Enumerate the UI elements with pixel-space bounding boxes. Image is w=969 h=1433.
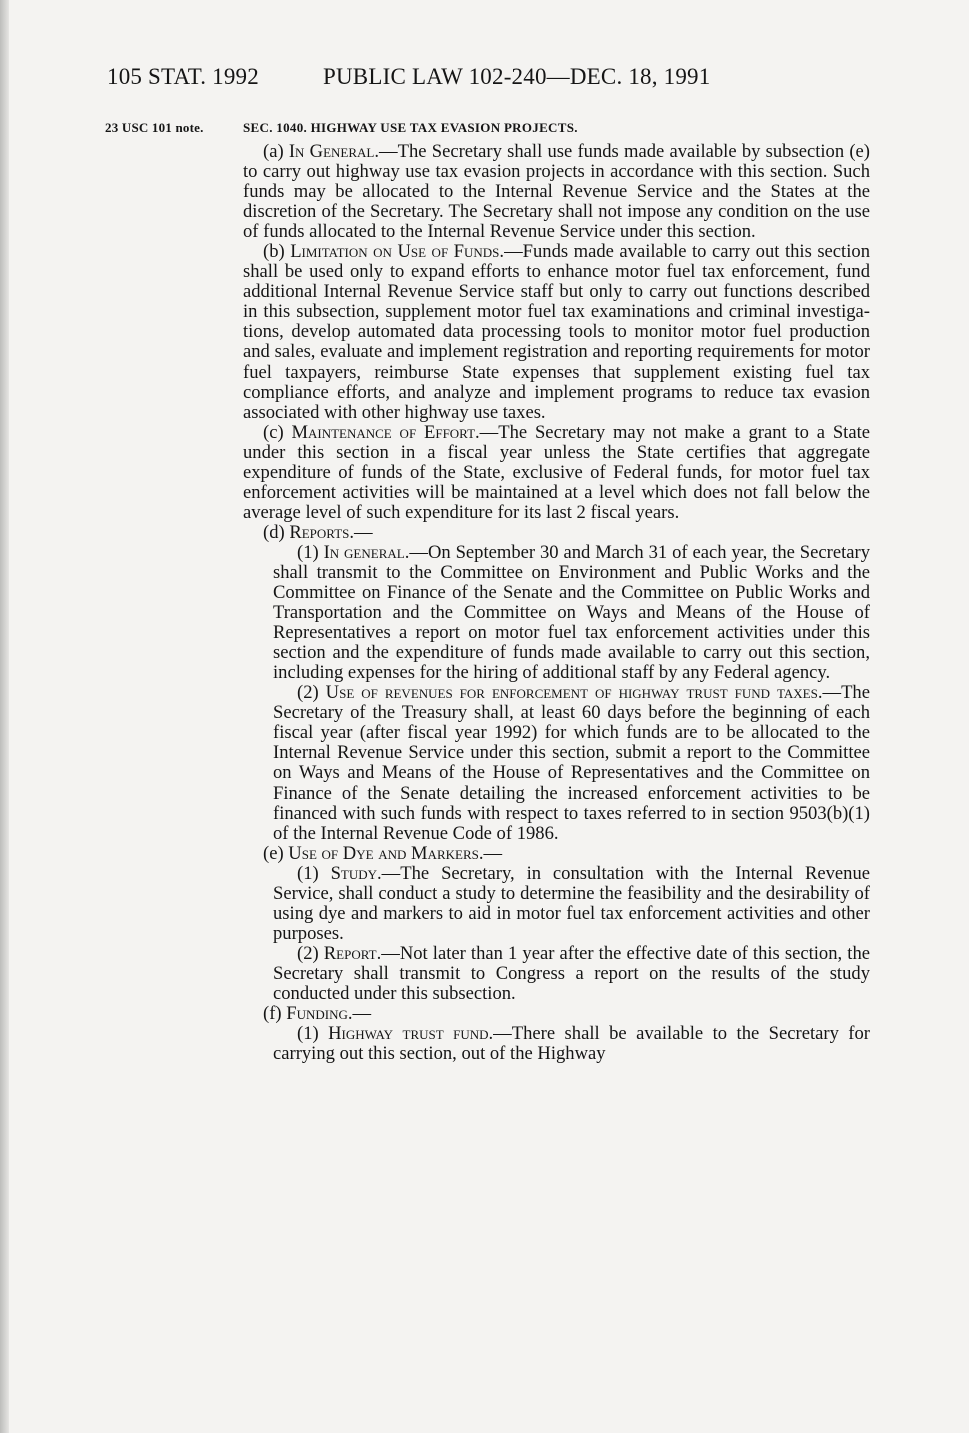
- paragraph-d1-heading: In general: [323, 541, 405, 563]
- paragraph-e2-label: (2): [297, 942, 324, 964]
- paragraph-d1: [243, 543, 870, 683]
- margin-note: 23 USC 101 note.: [105, 120, 204, 135]
- section-heading: SEC. 1040. HIGHWAY USE TAX EVASION PROJECTS.: [243, 120, 578, 135]
- paragraph-a-heading: In General: [288, 141, 375, 162]
- paragraph-e: [243, 844, 870, 864]
- paragraph-f1-label: (1): [297, 1023, 329, 1045]
- paragraph-b: [243, 242, 870, 422]
- paragraph-e1-text: .—The Secretary, in consultation with the Internal Revenue Service, shall conduct a study to determine the feasibility and the desirability of using dye and markers to aid in motor fuel tax enforcement activities and other purposes.: [273, 862, 870, 944]
- paragraph-f: [243, 1004, 870, 1024]
- body-text: [243, 142, 870, 1064]
- paragraph-d1-text: .—On September 30 and March 31 of each year, the Secretary shall transmit to the Committee on Environment and Public Works and the Committee on Finance of the Senate and the Committee on Public Works and Transportation and the Committee on Ways and Means of the House of Representatives a report on motor fuel tax enforcement activities under this section and the expenditure of funds made available to carry out this section, including expenses for the hiring of additional staff by any Federal agency.: [273, 541, 870, 684]
- paragraph-d2-label: (2): [297, 682, 326, 704]
- paragraph-d-label: (d): [263, 521, 290, 543]
- paragraph-d2-text: .—The Secretary of the Treasury shall, at least 60 days before the beginning of each fiscal year (after fiscal year 1992) for which funds are to be allocated to the Internal Revenue Service under this section, submit a report to the Committee on Ways and Means of the House of Representatives and the Committee on Finance of the Senate detailing the increased enforcement activities to be financed with such funds with respect to taxes referred to in section 9503(b)(1) of the Internal Revenue Code of 1986.: [273, 682, 870, 844]
- paragraph-c: [243, 423, 870, 523]
- paragraph-c-text: .—The Secretary may not make a grant to a State under this section in a fiscal year unless the State certifies that aggregate expenditure of funds of the State, exclusive of Federal funds, for motor fuel tax enforcement activities will be maintained at a level which does not fall below the average level of such expenditure for its last 2 fiscal years.: [243, 421, 870, 523]
- paragraph-e-heading: Use of Dye and Markers: [288, 842, 479, 864]
- paragraph-e-text: .—: [478, 842, 503, 864]
- paragraph-d-text: .—: [349, 521, 373, 543]
- paragraph-e2: [243, 944, 870, 1004]
- paragraph-f1-heading: Highway trust fund: [328, 1023, 489, 1045]
- paragraph-e1-heading: Study: [330, 862, 378, 884]
- paragraph-f-heading: Funding: [286, 1003, 348, 1025]
- paragraph-d1-label: (1): [297, 541, 324, 563]
- running-head-law-title: PUBLIC LAW 102-240—DEC. 18, 1991: [323, 64, 711, 89]
- paragraph-e-label: (e): [263, 842, 289, 864]
- paragraph-a-text: .—The Secretary shall use funds made available by subsection (e) to carry out highway use tax evasion projects in accordance with this section. Such funds may be allocated to the Internal Revenue Service and the States at the discretion of the Secretary. The Secretary shall not impose any condition on the use of funds allocated to the Internal Revenue Service under this section.: [243, 141, 870, 243]
- paragraph-f-text: .—: [347, 1003, 372, 1025]
- paragraph-e1: [243, 864, 870, 944]
- paragraph-b-text: .—Funds made available to carry out this section shall be used only to expand efforts to enhance motor fuel tax enforcement, fund additional Internal Revenue Service staff but only to carry out functions described in this subsection, supplement motor fuel tax examinations and criminal investigations, develop automated data processing tools to monitor motor fuel production and sales, evaluate and implement registration and reporting requirements for motor fuel taxpayers, reimburse State expenses that supplement existing fuel tax compliance efforts, and analyze and implement programs to reduce tax evasion associated with other highway use taxes.: [243, 241, 870, 423]
- paragraph-a: [243, 142, 870, 242]
- page-stat-reference: 105 STAT. 1992: [107, 64, 259, 89]
- paragraph-e2-text: .—Not later than 1 year after the effective date of this section, the Secretary shall transmit to Congress a report on the results of the study conducted under this subsection.: [273, 942, 870, 1004]
- paragraph-f1-text: .—There shall be available to the Secretary for carrying out this section, out of the Highway: [273, 1023, 870, 1065]
- scan-edge: [0, 0, 9, 1433]
- paragraph-e1-label: (1): [297, 862, 331, 884]
- paragraph-b-heading: Limitation on Use of Funds: [290, 241, 500, 263]
- paragraph-f-label: (f): [263, 1003, 287, 1025]
- paragraph-f1: [243, 1024, 870, 1064]
- paragraph-a-label: (a): [263, 141, 289, 162]
- paragraph-b-label: (b): [263, 241, 291, 263]
- paragraph-d2-heading: Use of revenues for enforcement of highway trust fund taxes: [325, 682, 818, 704]
- paragraph-d-heading: Reports: [289, 521, 350, 543]
- paragraph-c-label: (c): [263, 421, 292, 443]
- paragraph-c-heading: Maintenance of Effort: [291, 421, 476, 443]
- paragraph-d: [243, 523, 870, 543]
- paragraph-d2: [243, 683, 870, 843]
- paragraph-e2-heading: Report: [323, 942, 377, 964]
